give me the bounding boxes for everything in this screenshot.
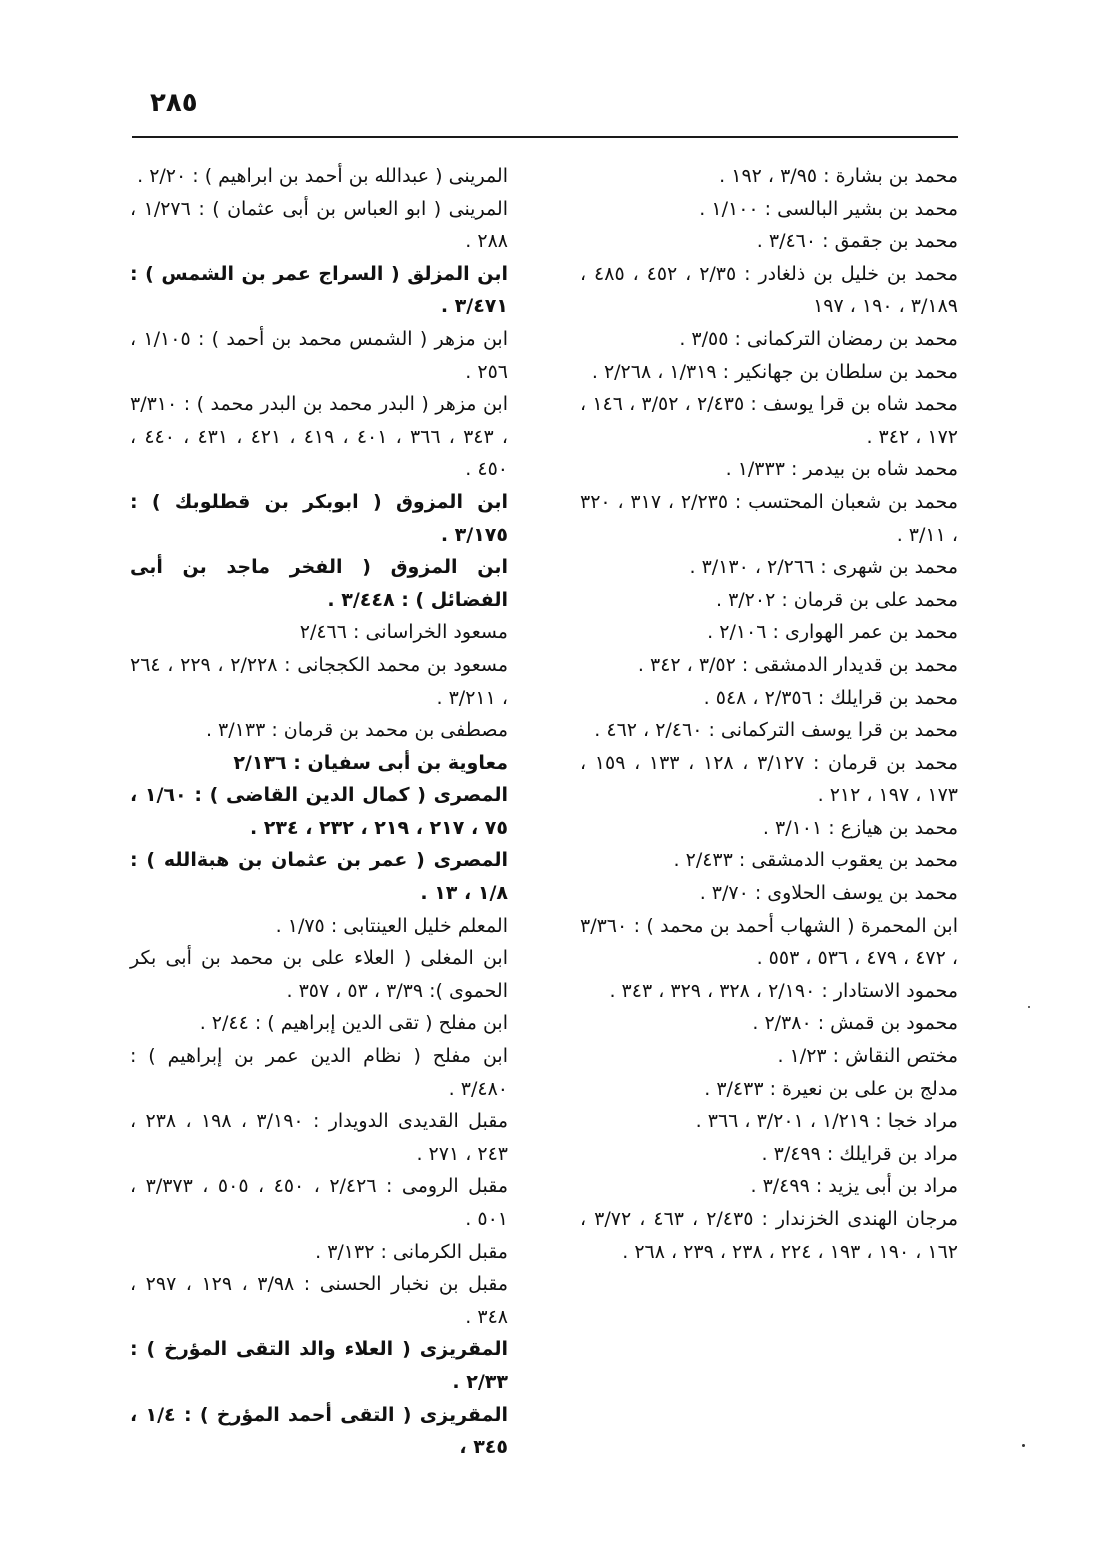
- index-entry: ابن المزوق ( الفخر ماجد بن أبى الفضائل ) : ٣/٤٤٨ .: [130, 556, 508, 611]
- index-entry: ابن مزهر ( البدر محمد بن البدر محمد ) : ٣/٣١٠ ، ٣٤٣ ، ٣٦٦ ، ٤٠١ ، ٤١٩ ، ٤٢١ ، ٤٣١ ، ٤٤٠ ، ٤٥٠ .: [130, 393, 508, 481]
- index-entry: محمد بن رمضان التركمانى : ٣/٥٥ .: [679, 327, 958, 350]
- index-entry: محمد بن بشير البالسى : ١/١٠٠ .: [699, 197, 958, 220]
- index-entry: مختص النقاش : ١/٢٣ .: [777, 1045, 958, 1068]
- index-entry: مسعود بن محمد الكججانى : ٢/٢٢٨ ، ٢٢٩ ، ٢٦٤ ، ٣/٢١١ .: [130, 653, 509, 709]
- index-entry: مصطفى بن محمد بن قرمان : ٣/١٣٣ .: [205, 719, 508, 742]
- index-entry: محمد بن قرا يوسف التركمانى : ٢/٤٦٠ ، ٤٦٢ .: [594, 719, 958, 742]
- speck: [1028, 1006, 1030, 1008]
- index-entry: مرجان الهندى الخزندار : ٢/٤٣٥ ، ٤٦٣ ، ٣/٧٢ ، ١٦٢ ، ١٩٠ ، ١٩٣ ، ٢٢٤ ، ٢٣٨ ، ٢٣٩ ، ٢٦٨ .: [580, 1208, 958, 1263]
- index-entry: محمد بن يوسف الحلاوى : ٣/٧٠ .: [699, 882, 958, 905]
- index-entry: المقريزى ( العلاء والد التقى المؤرخ ) : ٢/٣٣ .: [130, 1338, 508, 1393]
- index-entry: محمود الاستادار : ٢/١٩٠ ، ٣٢٨ ، ٣٢٩ ، ٣٤٣ .: [609, 979, 958, 1002]
- index-entry: مسعود الخراسانى : ٢/٤٦٦: [299, 621, 508, 644]
- index-entry: محمد بن بشارة : ٣/٩٥ ، ١٩٢ .: [719, 165, 958, 187]
- index-entry: المصرى ( عمر بن عثمان بن هبةالله ) : ١/٨ ، ١٣ .: [130, 849, 508, 905]
- index-entry: ابن المزلق ( السراج عمر بن الشمس ) : ٣/٤٧١ .: [130, 262, 508, 318]
- index-entry: مقبل الكرمانى : ٣/١٣٢ .: [315, 1240, 508, 1263]
- index-column-left: [130, 160, 508, 1464]
- index-entry: ابن المغلى ( العلاء على بن محمد بن أبى بكر الحموى ): ٣/٣٩ ، ٥٣ ، ٣٥٧ .: [130, 947, 508, 1002]
- index-entry: محمد بن عمر الهوارى : ٢/١٠٦ .: [707, 621, 958, 644]
- index-entry: مقبل بن نخبار الحسنى : ٣/٩٨ ، ١٢٩ ، ٢٩٧ ، ٣٤٨ .: [130, 1273, 509, 1328]
- page-number: ٢٨٥: [150, 88, 198, 118]
- index-entry: محمد بن جقمق : ٣/٤٦٠ .: [756, 230, 958, 253]
- speck: [1022, 1444, 1025, 1447]
- index-entry: محمد بن شهرى : ٢/٢٦٦ ، ٣/١٣٠ .: [689, 556, 958, 579]
- index-entry: محمد بن خليل بن ذلغادر : ٢/٣٥ ، ٤٥٢ ، ٤٨٥ ، ٣/١٨٩ ، ١٩٠ ، ١٩٧: [580, 262, 958, 318]
- index-entry: المقريزى ( التقى أحمد المؤرخ ) : ١/٤ ، ٣٤٥ ،: [130, 1403, 508, 1459]
- index-entry: محمد بن هيازع : ٣/١٠١ .: [762, 816, 958, 839]
- index-entry: ابن مزهر ( الشمس محمد بن أحمد ) : ١/١٠٥ ، ٢٥٦ .: [130, 327, 508, 383]
- index-column-right: [580, 160, 958, 1268]
- index-entry: مراد خجا : ١/٢١٩ ، ٣/٢٠١ ، ٣٦٦ .: [695, 1110, 958, 1133]
- index-entry: ابن مفلح ( نظام الدين عمر بن إبراهيم ) : ٣/٤٨٠ .: [130, 1045, 508, 1100]
- index-entry: ابن مفلح ( تقى الدين إبراهيم ) : ٢/٤٤ .: [199, 1012, 508, 1035]
- index-entry: محمد بن يعقوب الدمشقى : ٢/٤٣٣ .: [673, 849, 958, 872]
- index-entry: مدلج بن على بن نعيرة : ٣/٤٣٣ .: [704, 1077, 958, 1100]
- index-entry: معاوية بن أبى سفيان : ٢/١٣٦: [233, 751, 508, 774]
- index-entry: مقبل القديدى الدويدار : ٣/١٩٠ ، ١٩٨ ، ٢٣٨ ، ٢٤٣ ، ٢٧١ .: [130, 1110, 509, 1165]
- index-entry: محمد شاه بن بيدمر : ١/٣٣٣ .: [725, 458, 958, 481]
- index-entry: ابن المزوق ( ابوبكر بن قطلوبك ) : ٣/١٧٥ .: [130, 490, 508, 546]
- index-entry: محمد بن سلطان بن جهانكير : ١/٣١٩ ، ٢/٢٦٨ .: [591, 360, 958, 383]
- index-entry: محمود بن قمش : ٢/٣٨٠ .: [752, 1012, 958, 1035]
- index-entry: محمد بن شعبان المحتسب : ٢/٢٣٥ ، ٣١٧ ، ٣٢٠ ، ٣/١١ .: [580, 490, 958, 546]
- index-entry: المرينى ( عبدالله بن أحمد بن ابراهيم ) : ٢/٢٠ .: [137, 165, 508, 187]
- index-entry: المرينى ( ابو العباس بن أبى عثمان ) : ١/٢٧٦ ، ٢٨٨ .: [130, 197, 508, 253]
- index-entry: محمد بن قرايلك : ٢/٣٥٦ ، ٥٤٨ .: [703, 686, 958, 709]
- index-entry: المصرى ( كمال الدين القاضى ) : ١/٦٠ ، ٧٥ ، ٢١٧ ، ٢١٩ ، ٢٣٢ ، ٢٣٤ .: [130, 784, 508, 839]
- index-entry: محمد على بن قرمان : ٣/٢٠٢ .: [715, 588, 958, 611]
- index-entry: مقبل الرومى : ٢/٤٢٦ ، ٤٥٠ ، ٥٠٥ ، ٣/٣٧٣ ، ٥٠١ .: [130, 1175, 509, 1230]
- header-rule: [132, 136, 958, 138]
- index-entry: المعلم خليل العينتابى : ١/٧٥ .: [275, 914, 508, 937]
- index-entry: مراد بن أبى يزيد : ٣/٤٩٩ .: [750, 1175, 958, 1198]
- index-entry: محمد بن قرمان : ٣/١٢٧ ، ١٢٨ ، ١٣٣ ، ١٥٩ ، ١٧٣ ، ١٩٧ ، ٢١٢ .: [580, 751, 959, 807]
- index-entry: مراد بن قرايلك : ٣/٤٩٩ .: [761, 1142, 958, 1165]
- index-entry: ابن المحمرة ( الشهاب أحمد بن محمد ) : ٣/٣٦٠ ، ٤٧٢ ، ٤٧٩ ، ٥٣٦ ، ٥٥٣ .: [580, 914, 958, 970]
- index-entry: محمد شاه بن قرا يوسف : ٢/٤٣٥ ، ٣/٥٢ ، ١٤٦ ، ١٧٢ ، ٣٤٢ .: [580, 393, 958, 448]
- index-entry: محمد بن قديدار الدمشقى : ٣/٥٢ ، ٣٤٢ .: [637, 653, 958, 676]
